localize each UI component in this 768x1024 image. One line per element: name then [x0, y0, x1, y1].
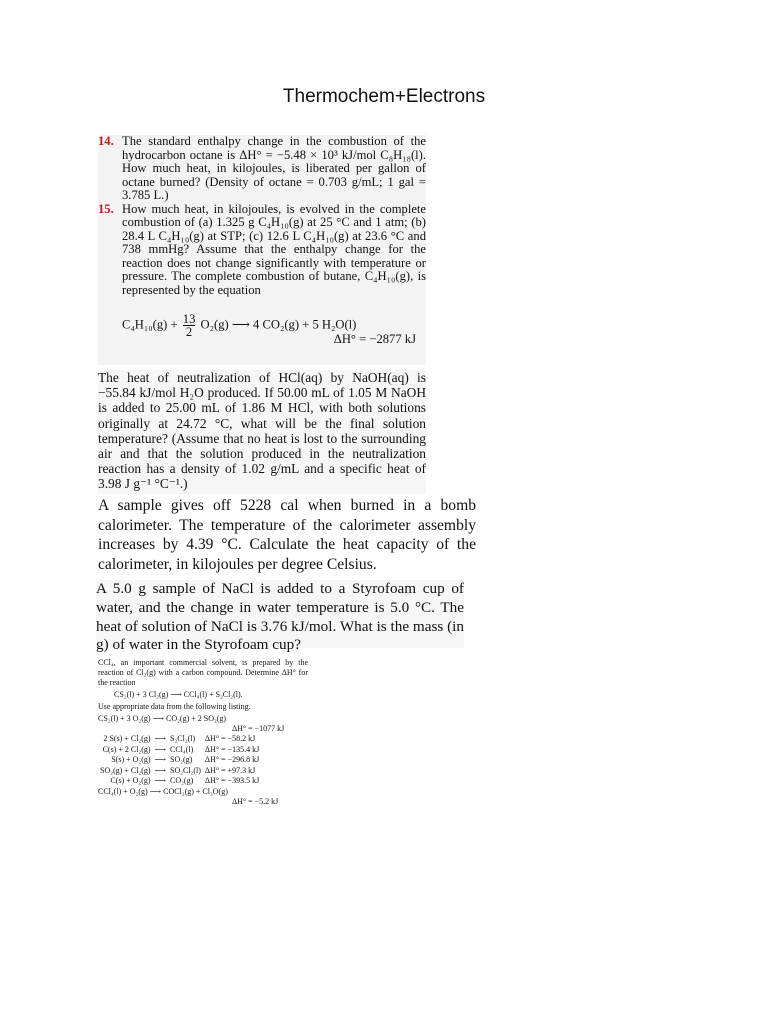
reaction-row — [98, 734, 261, 745]
problem-15 — [98, 203, 426, 298]
reaction-right: COCl₂(g) + Cl₂O(g) — [163, 786, 228, 796]
combustion-equation — [98, 303, 426, 347]
problem-text: The standard enthalpy change in the combustion of the hydrocarbon octane is ΔH° = −5.48 × 10³ kJ/mol C₈H₁₈(l). How much heat, in kilojoules, is liberated per gallon of octane burned? (Density of octane = 0.703 g/mL; 1 gal = 3.785 L.) — [122, 134, 426, 202]
reaction-delta-h: ΔH° = −58.2 kJ — [204, 734, 256, 743]
arrow-icon: ⟶ — [154, 744, 166, 754]
reaction-delta-h: ΔH° = −135.4 kJ — [204, 744, 260, 754]
reaction-left: S(s) + O₂(g) — [111, 755, 151, 765]
reaction-delta-h: ΔH° = +97.3 kJ — [204, 765, 256, 775]
arrow-icon: ⟶ — [154, 755, 166, 765]
problems-14-15-clipping — [98, 135, 426, 365]
nacl-problem-clipping — [96, 580, 464, 654]
problem-text: A sample gives off 5228 cal when burned in a bomb calorimeter. The temperature of the calorimeter assembly increases by 4.39 °C. Calculate the heat capacity of the calorimeter, in kilojoules per degree Celsius. — [98, 497, 476, 573]
equation-fraction — [183, 313, 196, 338]
target-reaction: CS₂(l) + 3 Cl₂(g) ⟶ CCl₄(l) + S₂Cl₂(l). — [114, 690, 243, 699]
equation-left: C₄H₁₀(g) + — [122, 317, 178, 332]
problem-number: 14. — [98, 134, 114, 148]
reaction-delta-h: ΔH° = −296.8 kJ — [204, 755, 260, 765]
arrow-icon: ⟶ — [154, 734, 166, 743]
reaction-left: 2 S(s) + Cl₂(g) — [103, 734, 151, 743]
equation-right: O₂(g) ⟶ 4 CO₂(g) + 5 H₂O(l) — [200, 317, 357, 332]
reaction-left: CCl₄(l) + O₂(g) — [98, 786, 148, 796]
reaction-right: S₂Cl₂(l) — [170, 734, 196, 743]
reaction-right: SO₂(g) — [170, 755, 193, 765]
reaction-right: SO₂Cl₂(l) — [170, 765, 201, 775]
page-title: Thermochem+Electrons — [282, 86, 486, 107]
fraction-denominator: 2 — [183, 325, 196, 338]
reaction-right: CO₂(g) — [170, 776, 194, 786]
reaction-table — [98, 734, 261, 787]
reaction-left: C(s) + 2 Cl₂(g) — [102, 744, 151, 754]
reaction-row — [98, 776, 261, 787]
last-reaction — [98, 787, 308, 797]
fraction-numerator: 13 — [182, 312, 196, 326]
reaction-left: SO₂(g) + Cl₂(g) — [100, 765, 151, 775]
first-reaction: CS₂(l) + 3 O₂(g) ⟶ CO₂(g) + 2 SO₂(g) — [98, 714, 227, 723]
bomb-calorimeter-problem-clipping — [98, 496, 476, 580]
reaction-left: C(s) + O₂(g) — [110, 776, 151, 786]
reaction-row — [98, 755, 261, 766]
reaction-row — [98, 745, 261, 756]
reaction-row — [98, 766, 261, 777]
problem-text: How much heat, in kilojoules, is evolved in the complete combustion of (a) 1.325 g C₄H₁₀(g) at 25 °C and 1 atm; (b) 28.4 L C₄H₁₀(g) at STP; (c) 12.6 L C₄H₁₀(g) at 23.6 °C and 738 mmHg? Assume that the enthalpy change for the reaction does not change significantly with temperature or pressure. The complete combustion of butane, C₄H₁₀(g), is represented by the equation — [122, 201, 426, 297]
neutralization-problem-clipping — [98, 370, 426, 494]
reaction-right: CCl₄(l) — [170, 744, 194, 754]
ccl4-problem-clipping — [98, 658, 308, 840]
problem-text: A 5.0 g sample of NaCl is added to a Styrofoam cup of water, and the change in water temperature is 5.0 °C. The heat of solution of NaCl is 3.76 kJ/mol. What is the mass (in g) of water in the Styrofoam cup? — [96, 580, 464, 654]
arrow-icon: ⟶ — [149, 786, 162, 796]
problem-intro: CCl₄, an important commercial solvent, is prepared by the reaction of Cl₂(g) with a carbon compound. Determine ΔH° for the reaction — [98, 658, 308, 687]
problem-instruction: Use appropriate data from the following listing. — [98, 702, 251, 711]
first-reaction-delta-h: ΔH° = −1077 kJ — [232, 724, 285, 733]
arrow-icon: ⟶ — [154, 765, 166, 775]
problem-text: The heat of neutralization of HCl(aq) by NaOH(aq) is −55.84 kJ/mol H₂O produced. If 50.00 mL of 1.05 M NaOH is added to 25.00 mL of 1.86 M HCl, with both solutions originally at 24.72 °C, what will be the final solution temperature? (Assume that no heat is lost to the surrounding air and that the solution produced in the neutralization reaction has a density of 1.02 g/mL and a specific heat of 3.98 J g⁻¹ °C⁻¹.) — [98, 370, 426, 492]
reaction-delta-h: ΔH° = −393.5 kJ — [204, 776, 260, 786]
problem-14 — [98, 135, 426, 203]
last-reaction-delta-h: ΔH° = −5.2 kJ — [232, 796, 279, 806]
problem-number: 15. — [98, 201, 114, 216]
arrow-icon: ⟶ — [154, 776, 166, 786]
equation-delta-h: ΔH° = −2877 kJ — [333, 332, 416, 346]
